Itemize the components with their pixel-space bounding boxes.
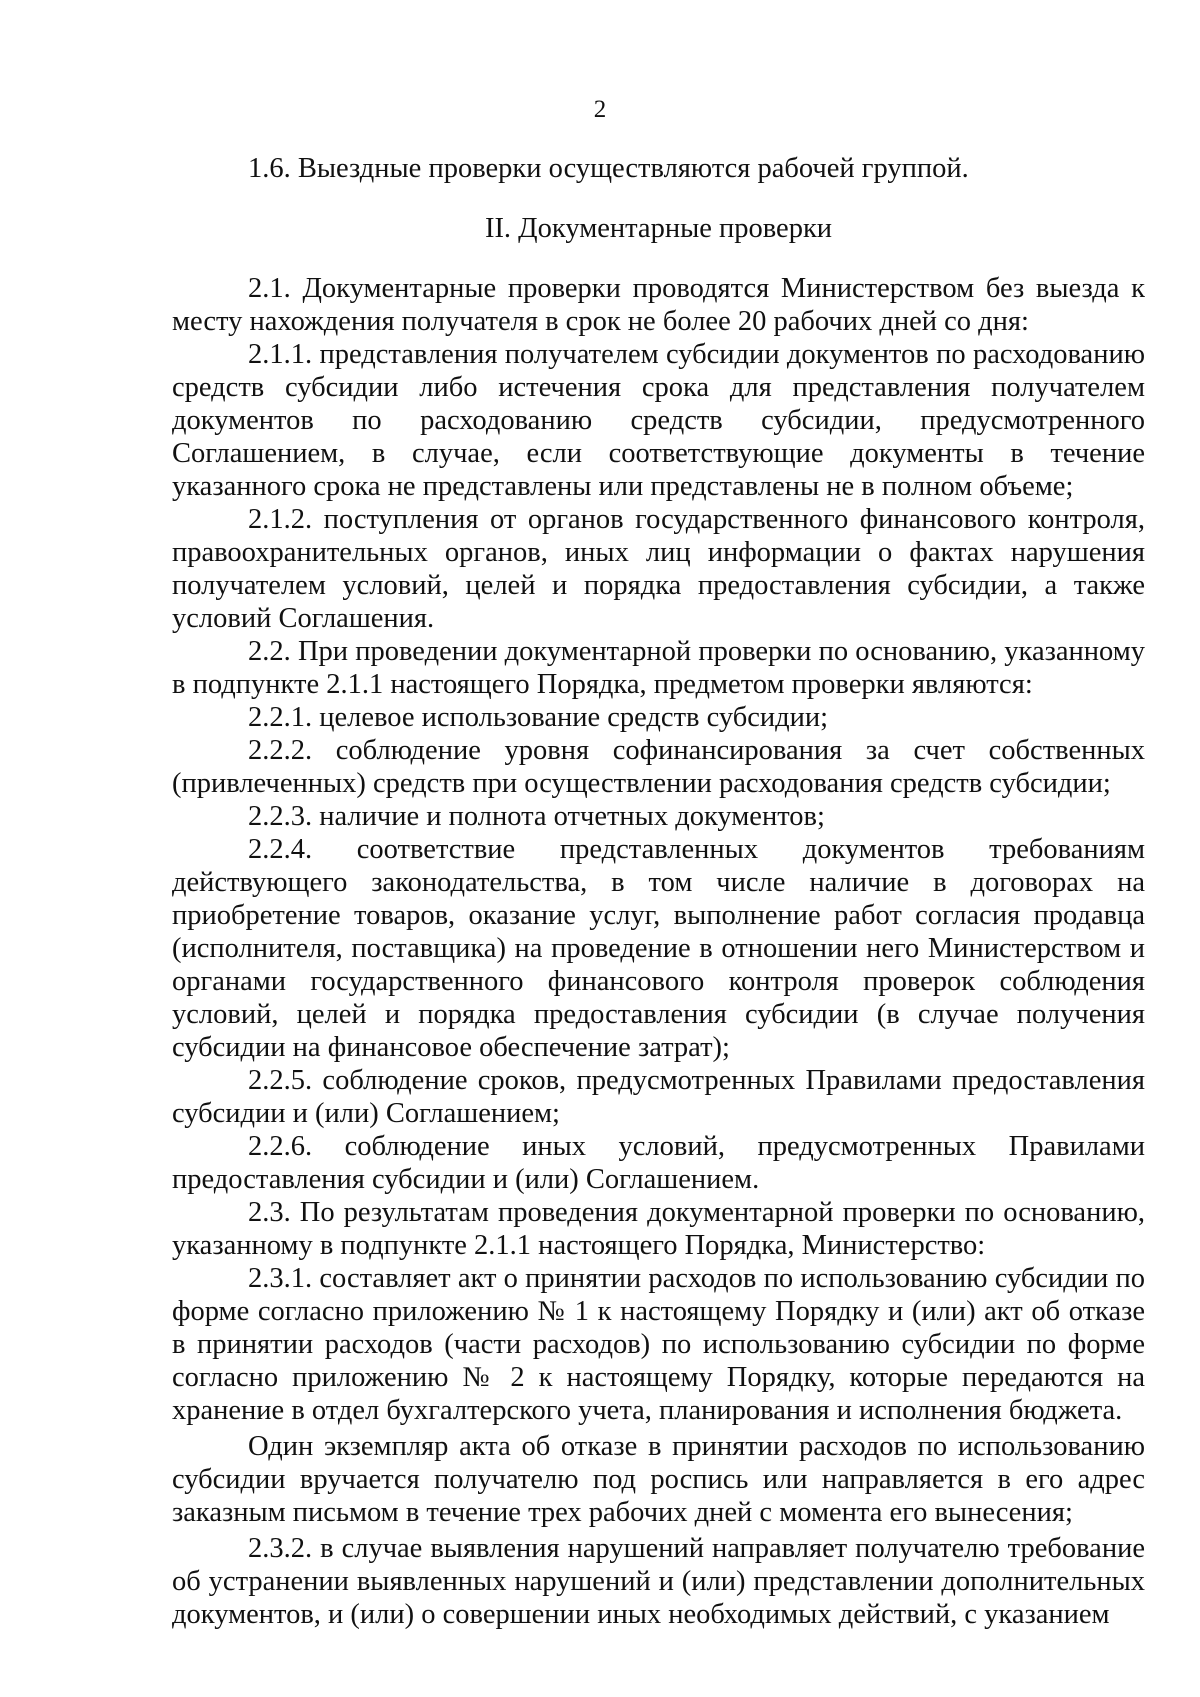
document-body [172, 152, 1145, 1631]
paragraph-2-2-2: 2.2.2. соблюдение уровня софинансирования за счет собственных (привлеченных) средств при осуществлении расходования средств субсидии; [172, 735, 1145, 799]
page-number: 2 [593, 96, 607, 123]
paragraph-2-2-5: 2.2.5. соблюдение сроков, предусмотренных Правилами предоставления субсидии и (или) Соглашением; [172, 1065, 1145, 1129]
paragraph-2-3-2: 2.3.2. в случае выявления нарушений направляет получателю требование об устранении выявленных нарушений и (или) представлении дополнительных документов, и (или) о совершении иных необходимых действий, с указанием [172, 1533, 1145, 1630]
section-heading: II. Документарные проверки [484, 213, 833, 244]
paragraph-2-1: 2.1. Документарные проверки проводятся Министерством без выезда к месту нахождения получателя в срок не более 20 рабочих дней со дня: [172, 273, 1145, 337]
paragraph-2-3: 2.3. По результатам проведения документарной проверки по основанию, указанному в подпункте 2.1.1 настоящего Порядка, Министерство: [172, 1197, 1145, 1261]
paragraph-1-6: 1.6. Выездные проверки осуществляются рабочей группой. [248, 153, 969, 184]
paragraph-2-1-2: 2.1.2. поступления от органов государственного финансового контроля, правоохранительных органов, иных лиц информации о фактах нарушения получателем условий, целей и порядка предоставления субсидии, а также условий Соглашения. [172, 504, 1145, 634]
paragraph-2-2-4: 2.2.4. соответствие представленных документов требованиям действующего законодательства, в том числе наличие в договорах на приобретение товаров, оказание услуг, выполнение работ согласия продавца (исполнителя, поставщика) на проведение в отношении него Министерством и органами государственного финансового контроля проверок соблюдения условий, целей и порядка предоставления субсидии (в случае получения субсидии на финансовое обеспечение затрат); [172, 834, 1145, 1063]
paragraph-act-copy: Один экземпляр акта об отказе в принятии расходов по использованию субсидии вручается получателю под роспись или направляется в его адрес заказным письмом в течение трех рабочих дней с момента его вынесения; [172, 1431, 1145, 1528]
paragraph-2-2: 2.2. При проведении документарной проверки по основанию, указанному в подпункте 2.1.1 настоящего Порядка, предметом проверки являются: [172, 636, 1145, 700]
paragraph-2-2-6: 2.2.6. соблюдение иных условий, предусмотренных Правилами предоставления субсидии и (или) Соглашением. [172, 1131, 1145, 1195]
paragraph-2-1-1: 2.1.1. представления получателем субсидии документов по расходованию средств субсидии либо истечения срока для представления получателем документов по расходованию средств субсидии, предусмотренного Соглашением, в случае, если соответствующие документы в течение указанного срока не представлены или представлены не в полном объеме; [172, 339, 1145, 502]
paragraph-2-2-1: 2.2.1. целевое использование средств субсидии; [248, 702, 829, 733]
paragraph-2-2-3: 2.2.3. наличие и полнота отчетных документов; [248, 801, 825, 832]
paragraph-2-3-1: 2.3.1. составляет акт о принятии расходов по использованию субсидии по форме согласно приложению № 1 к настоящему Порядку и (или) акт об отказе в принятии расходов (части расходов) по использованию субсидии по форме согласно приложению № 2 к настоящему Порядку, которые передаются на хранение в отдел бухгалтерского учета, планирования и исполнения бюджета. [172, 1263, 1145, 1426]
